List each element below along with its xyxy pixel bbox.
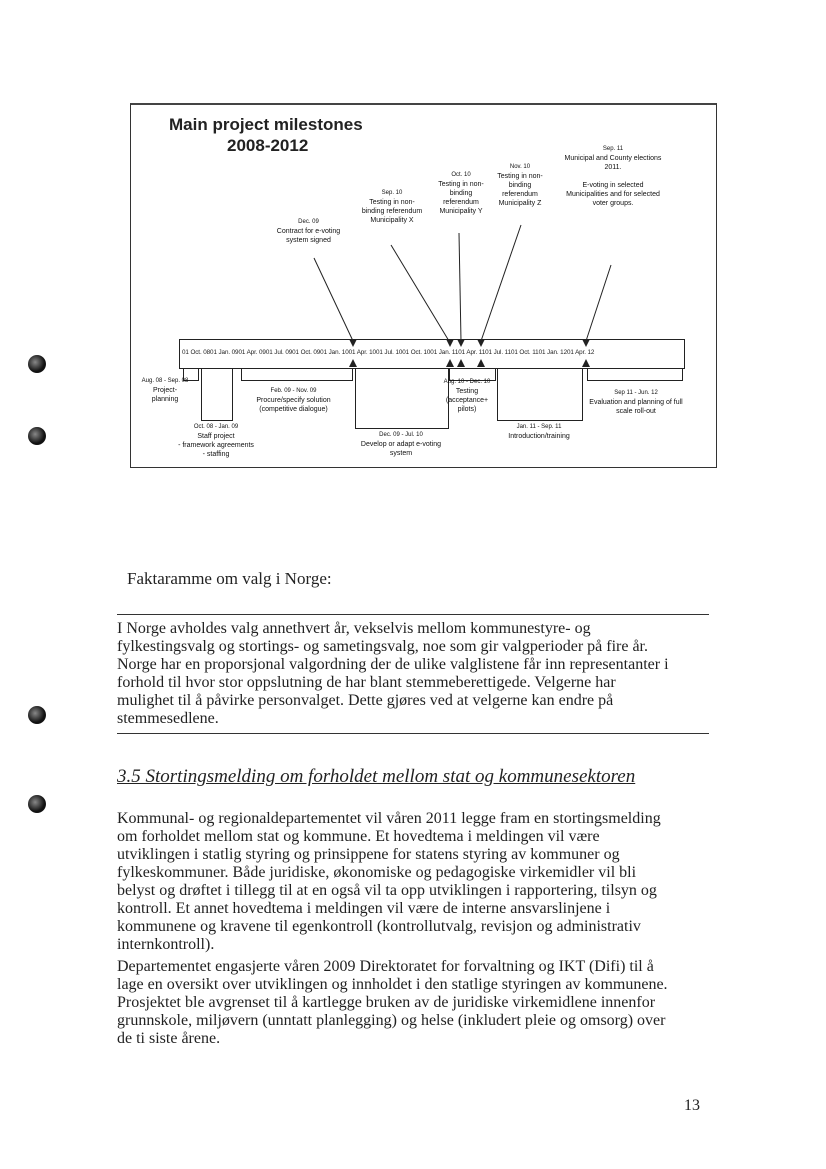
- phase-planning: Aug. 08 - Sep. 08 Project-planning: [141, 378, 189, 403]
- binder-hole: [28, 427, 46, 445]
- bracket-evaluation: [587, 368, 683, 381]
- phase-procure: Feb. 09 - Nov. 09 Procure/specify solution (competitive dialogue): [256, 388, 331, 413]
- binder-hole: [28, 795, 46, 813]
- phase-develop: Dec. 09 - Jul. 10 Develop or adapt e-voting system: [360, 432, 442, 457]
- binder-hole: [28, 355, 46, 373]
- phase-evaluation: Sep 11 - Jun. 12 Evaluation and planning of full scale roll-out: [589, 390, 683, 415]
- factbox-bottom-rule: [117, 733, 709, 734]
- milestone-oct10: Oct. 10 Testing in non-binding referendum Municipality Y: [438, 172, 484, 215]
- timeline-labels: 01 Oct. 0801 Jan. 0901 Apr. 0901 Jul. 0901 Oct. 0901 Jan. 1001 Apr. 1001 Jul. 1001 Oct. 1001 Jan. 1101 Apr. 1101 Jul. 1101 Oct. 1101 Jan. 1201 Apr. 12: [182, 349, 595, 356]
- milestone-nov10: Nov. 10 Testing in non-binding referendum Municipality Z: [497, 164, 543, 207]
- phase-testing: Aug. 10 - Dec. 10 Testing (acceptance+ pilots): [443, 379, 491, 413]
- diagram-subtitle: 2008-2012: [227, 136, 309, 155]
- bracket-staff: [201, 368, 233, 421]
- factbox-body: I Norge avholdes valg annethvert år, vekselvis mellom kommunestyre- og fylkestingsvalg og stortings- og sametingsvalg, noe som gir valgperioder på fire år. Norge har en proporsjonal valgordning der de ulike valglistene får inn representanter i forhold til hvor stor oppslutning de har blant stemmeberettigede. Velgerne har mulighet til å påvirke personvalget. Dette gjøres ved at velgerne kan endre på stemmesedlene.: [117, 620, 669, 727]
- factbox-title: Faktaramme om valg i Norge:: [127, 569, 332, 588]
- phase-introduction: Jan. 11 - Sep. 11 Introduction/training: [508, 424, 570, 440]
- timeline-bar: [179, 339, 685, 369]
- section-paragraph-1: Kommunal- og regionaldepartementet vil våren 2011 legge fram en stortingsmelding om forholdet mellom stat og kommune. Et hovedtema i meldingen vil være utviklingen i statlig styring og prinsippene for statens styring av kommuner og fylkeskommuner. Både juridiske, økonomiske og pedagogiske virkemidler vil bli belyst og drøftet i tillegg til at en også vil ta opp utviklingen i rapportering, tilsyn og kontroll. Et annet hovedtema i meldingen vil være de interne ansvarslinjene i kommunene og kravene til egenkontroll (kontrollutvalg, revisjon og administrativ internkontroll).: [117, 810, 661, 953]
- milestone-sep11: Sep. 11 Municipal and County elections 2011. E-voting in selected Municipalities and for selected voter groups.: [564, 146, 662, 207]
- diagram-title: Main project milestones: [169, 115, 363, 134]
- bracket-introduction: [497, 368, 583, 421]
- section-paragraph-2: Departementet engasjerte våren 2009 Direktoratet for forvaltning og IKT (Difi) til å lage en oversikt over utviklingen og innholdet i den statlige styringen av kommunene. Prosjektet ble avgrenset til å kartlegge bruken av de juridiske virkemidlene innenfor grunnskole, miljøvern (unntatt planlegging) og helse (inkludert pleie og omsorg) over de ti siste årene.: [117, 958, 668, 1047]
- bracket-procure: [241, 368, 353, 381]
- milestone-sep10: Sep. 10 Testing in non-binding referendum Municipality X: [361, 190, 423, 224]
- phase-staff: Oct. 08 - Jan. 09 Staff project - framework agreements - staffing: [178, 424, 254, 458]
- page-number: 13: [684, 1097, 700, 1114]
- binder-hole: [28, 706, 46, 724]
- factbox-top-rule: [117, 614, 709, 615]
- section-heading: 3.5 Stortingsmelding om forholdet mellom stat og kommunesektoren: [117, 766, 636, 787]
- milestones-diagram: [130, 103, 717, 468]
- milestone-dec09: Dec. 09 Contract for e-voting system signed: [276, 219, 341, 244]
